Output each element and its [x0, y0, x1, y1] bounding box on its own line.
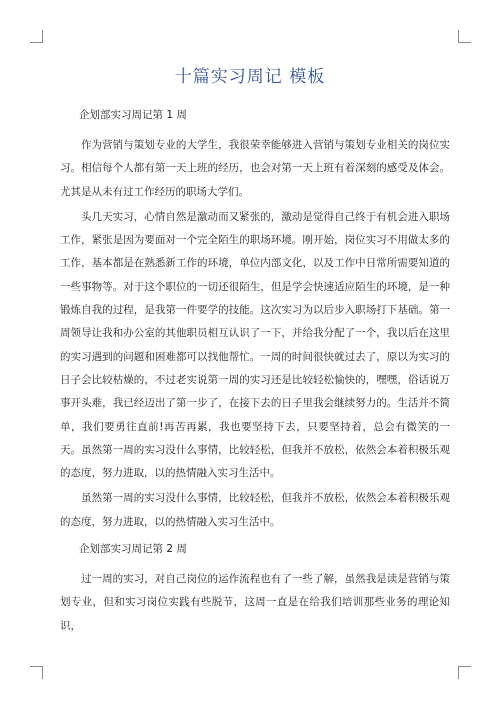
paragraph: 作为营销与策划专业的大学生，我很荣幸能够进入营销与策划专业相关的岗位实习。相信每个人都有第一天上班的经历，也会对第一天上班有着深刻的感受及体会。尤其是从未有过工作经历的职场大学们。 — [60, 139, 450, 198]
section-heading-week-2: 企划部实习周记第 2 周 — [79, 543, 187, 556]
section-heading-week-1: 企划部实习周记第 1 周 — [79, 109, 187, 121]
crop-mark-top-left — [30, 30, 43, 43]
document-title: 十篇实习周记 模板 — [174, 67, 326, 87]
paragraph: 过一周的实习，对自己岗位的运作流程也有了一些了解，虽然我是读是营销与策划专业，但和实习岗位实践有些脱节，这周一直是在给我们培训那些业务的理论知识， — [60, 573, 450, 632]
crop-mark-top-right — [458, 30, 471, 43]
crop-mark-bottom-right — [458, 666, 471, 679]
document-body — [60, 108, 450, 640]
paragraph: 头几天实习，心情自然是激动而又紧张的，激动是觉得自己终于有机会进入职场工作，紧张是因为要面对一个完全陌生的职场环境。刚开始，岗位实习不用做太多的工作，基本都是在熟悉新工作的环境，单位内部文化，以及工作中日常所需要知道的一些事物等。对于这个职位的一切还很陌生，但是学会快速适应陌生的环境，是一种锻炼自我的过程，是我第一件要学的技能。这次实习为以后步入职场打下基础。第一周领导让我和办公室的其他职员相互认识了一下，并给我分配了一个，我以后在这里的实习遇到的问题和困难都可以找他帮忙。一周的时间很快就过去了，原以为实习的日子会比较枯燥的，不过老实说第一周的实习还是比较轻松愉快的，嘿嘿，俗话说万事开头难，我已经迈出了第一步了，在接下去的日子里我会继续努力的。生活并不简单，我们要勇往直前!再苦再累，我也要坚持下去，只要坚持着，总会有微笑的一天。虽然第一周的实习没什么事情，比较轻松，但我并不放松，依然会本着积极乐观的态度，努力进取，以的热情融入实习生活中。 — [60, 210, 450, 480]
crop-mark-bottom-left — [30, 666, 43, 679]
paragraph: 虽然第一周的实习没什么事情，比较轻松，但我并不放松，依然会本着积极乐观的态度，努力进取，以的热情融入实习生活中。 — [60, 492, 450, 528]
